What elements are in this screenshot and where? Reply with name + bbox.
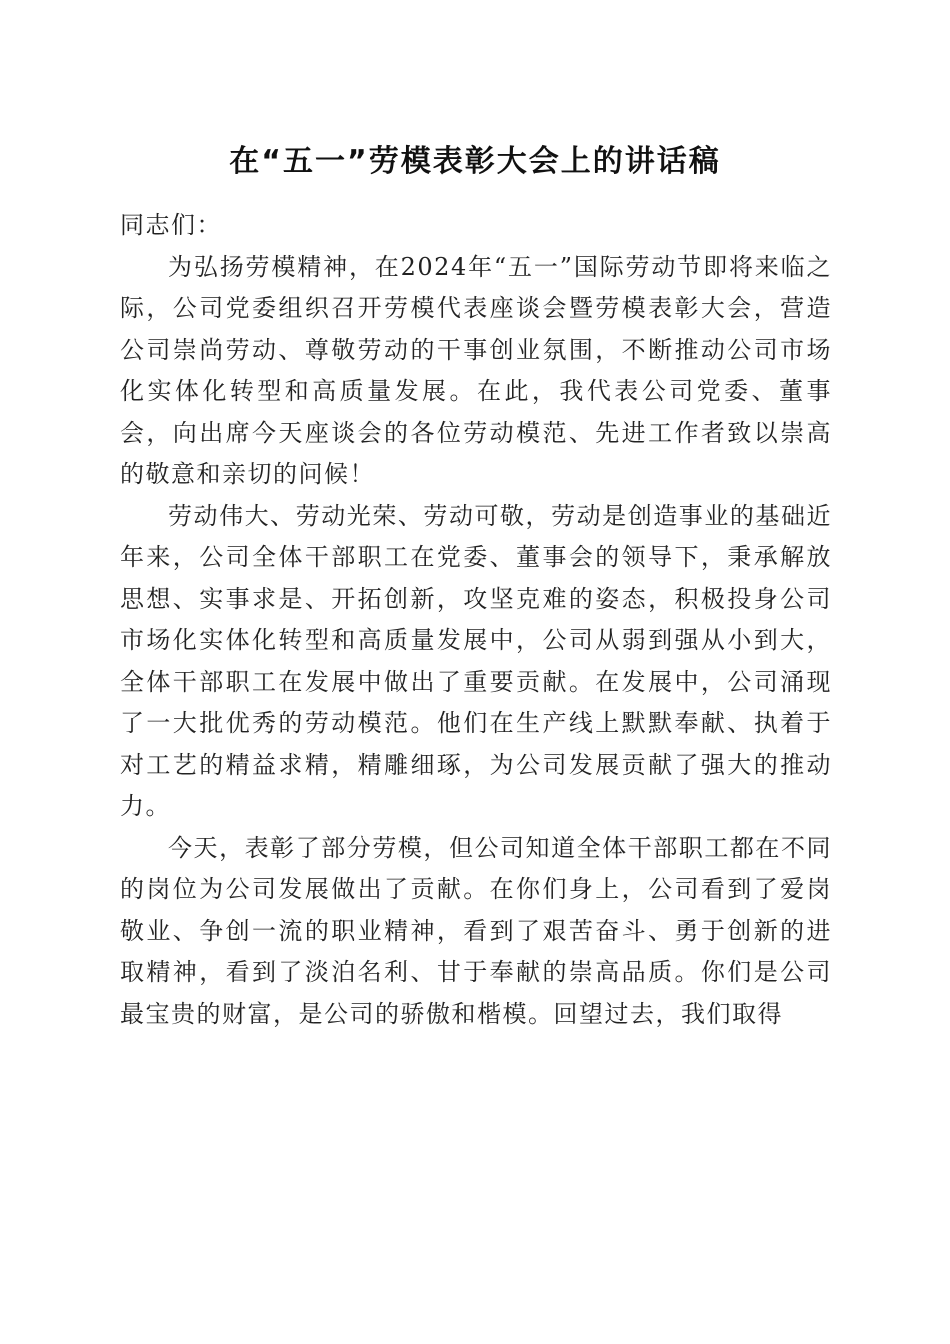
paragraph-1: 为弘扬劳模精神，在2024年“五一”国际劳动节即将来临之际，公司党委组织召开劳模代表座谈会暨劳模表彰大会，营造公司崇尚劳动、尊敬劳动的干事创业氛围，不断推动公司市场化实体化转型和高质量发展。在此，我代表公司党委、董事会，向出席今天座谈会的各位劳动模范、先进工作者致以崇高的敬意和亲切的问候！ [120, 252, 832, 488]
paragraph-3: 今天，表彰了部分劳模，但公司知道全体干部职工都在不同的岗位为公司发展做出了贡献。在你们身上，公司看到了爱岗敬业、争创一流的职业精神，看到了艰苦奋斗、勇于创新的进取精神，看到了淡泊名利、甘于奉献的崇高品质。你们是公司最宝贵的财富，是公司的骄傲和楷模。回望过去，我们取得 [120, 833, 832, 1028]
document-body [120, 205, 832, 1035]
salutation: 同志们： [120, 211, 222, 239]
paragraph-2: 劳动伟大、劳动光荣、劳动可敬，劳动是创造事业的基础近年来，公司全体干部职工在党委、董事会的领导下，秉承解放思想、实事求是、开拓创新，攻坚克难的姿态，积极投身公司市场化实体化转型和高质量发展中，公司从弱到强从小到大，全体干部职工在发展中做出了重要贡献。在发展中，公司涌现了一大批优秀的劳动模范。他们在生产线上默默奉献、执着于对工艺的精益求精，精雕细琢，为公司发展贡献了强大的推动力。 [120, 501, 832, 820]
document-title: 在“五一”劳模表彰大会上的讲话稿 [229, 144, 721, 179]
